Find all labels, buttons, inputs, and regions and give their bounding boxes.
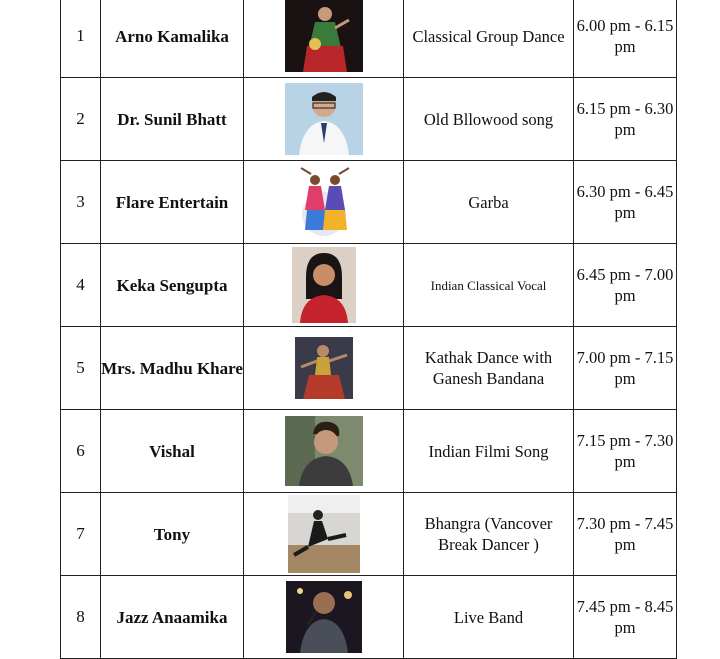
performer-photo-cell: [244, 244, 404, 327]
kathak-dancer-photo: [295, 337, 353, 399]
performer-name: Flare Entertain: [101, 161, 244, 244]
performer-photo-cell: [244, 0, 404, 78]
performer-photo-cell: [244, 493, 404, 576]
performer-name: Tony: [101, 493, 244, 576]
row-number: 8: [61, 576, 101, 659]
performer-photo-cell: [244, 161, 404, 244]
performer-photo-cell: [244, 78, 404, 161]
table-row: [61, 0, 677, 78]
table-row: [61, 576, 677, 659]
singer-portrait-photo: [285, 416, 363, 486]
performer-photo-cell: [244, 576, 404, 659]
table-row: [61, 410, 677, 493]
performance-title: Garba: [404, 161, 574, 244]
performer-photo-cell: [244, 327, 404, 410]
live-band-singer-photo: [286, 581, 362, 653]
table-row: [61, 244, 677, 327]
table-row: [61, 493, 677, 576]
performance-title: Classical Group Dance: [404, 0, 574, 78]
time-slot: 7.30 pm - 7.45 pm: [574, 493, 677, 576]
table-row: [61, 161, 677, 244]
singer-portrait-photo: [285, 83, 363, 155]
performance-title: Indian Classical Vocal: [404, 244, 574, 327]
performance-title: Old Bllowood song: [404, 78, 574, 161]
performance-title: Kathak Dance with Ganesh Bandana: [404, 327, 574, 410]
time-slot: 7.45 pm - 8.45 pm: [574, 576, 677, 659]
time-slot: 7.15 pm - 7.30 pm: [574, 410, 677, 493]
row-number: 6: [61, 410, 101, 493]
row-number: 5: [61, 327, 101, 410]
break-dancer-photo: [288, 495, 360, 573]
performance-title: Live Band: [404, 576, 574, 659]
time-slot: 7.00 pm - 7.15 pm: [574, 327, 677, 410]
time-slot: 6.45 pm - 7.00 pm: [574, 244, 677, 327]
performer-name: Dr. Sunil Bhatt: [101, 78, 244, 161]
performance-schedule-table: [60, 0, 677, 659]
performer-name: Keka Sengupta: [101, 244, 244, 327]
row-number: 7: [61, 493, 101, 576]
row-number: 1: [61, 0, 101, 78]
table-row: [61, 78, 677, 161]
performer-photo-cell: [244, 410, 404, 493]
row-number: 4: [61, 244, 101, 327]
performer-name: Arno Kamalika: [101, 0, 244, 78]
table-row: [61, 327, 677, 410]
time-slot: 6.30 pm - 6.45 pm: [574, 161, 677, 244]
row-number: 3: [61, 161, 101, 244]
performance-title: Bhangra (Vancover Break Dancer ): [404, 493, 574, 576]
vocalist-portrait-photo: [292, 247, 356, 323]
classical-dancer-photo: [285, 0, 363, 72]
time-slot: 6.15 pm - 6.30 pm: [574, 78, 677, 161]
garba-dancers-illustration: [287, 166, 361, 238]
performer-name: Jazz Anaamika: [101, 576, 244, 659]
performer-name: Mrs. Madhu Khare: [101, 327, 244, 410]
performer-name: Vishal: [101, 410, 244, 493]
performance-title: Indian Filmi Song: [404, 410, 574, 493]
row-number: 2: [61, 78, 101, 161]
time-slot: 6.00 pm - 6.15 pm: [574, 0, 677, 78]
